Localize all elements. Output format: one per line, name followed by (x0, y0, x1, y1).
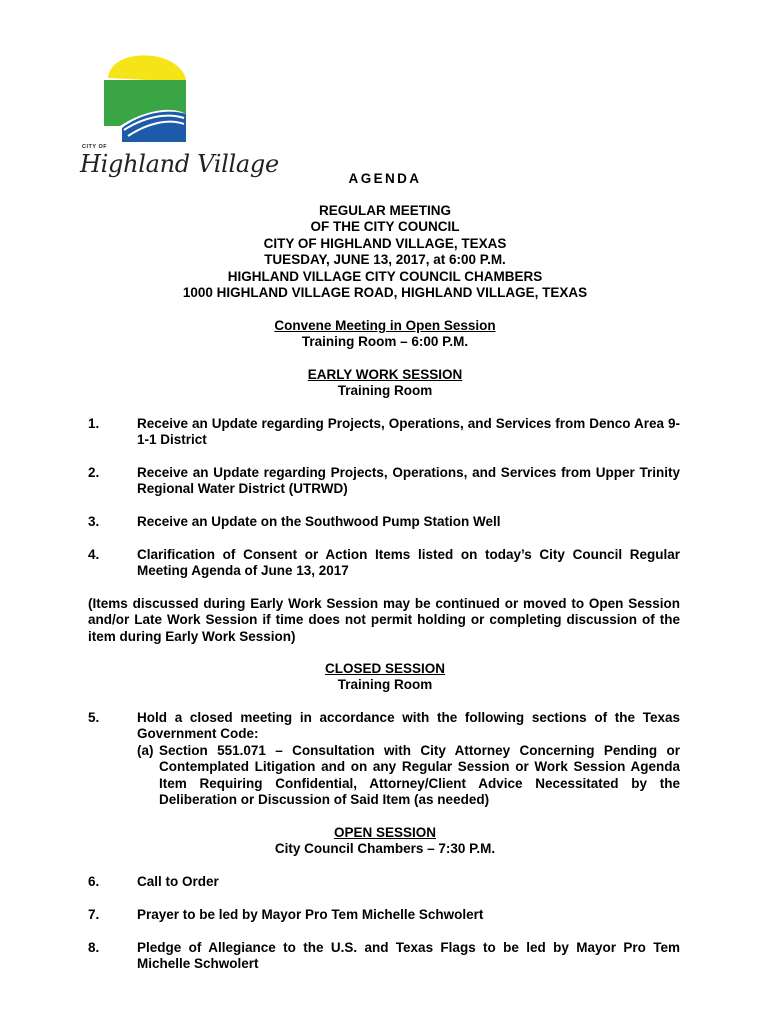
item-number: 1. (88, 416, 100, 431)
header-line: 1000 HIGHLAND VILLAGE ROAD, HIGHLAND VILLAGE, TEXAS (182, 285, 588, 301)
item-text: Pledge of Allegiance to the U.S. and Texas Flags to be led by Mayor Pro Tem Michelle Schwolert (137, 940, 680, 972)
agenda-item-1 (88, 416, 680, 449)
agenda-item-2 (88, 465, 680, 498)
item-text: Call to Order (137, 874, 219, 889)
early-work-section (0, 367, 770, 400)
item-text: Receive an Update regarding Projects, Operations, and Services from Upper Trinity Regional Water District (UTRWD) (137, 465, 680, 497)
item-5-subsection (137, 743, 680, 809)
header-line: CITY OF HIGHLAND VILLAGE, TEXAS (263, 235, 507, 251)
agenda-item-8 (88, 940, 680, 973)
early-work-heading: EARLY WORK SESSION (307, 367, 463, 382)
item-number: 3. (88, 514, 100, 529)
open-session-section (0, 825, 770, 858)
agenda-item-6 (88, 874, 680, 890)
item-number: 6. (88, 874, 100, 889)
item-number: 5. (88, 710, 100, 725)
logo-city-of: CITY OF (82, 144, 108, 150)
header-line: OF THE CITY COUNCIL (310, 219, 460, 235)
closed-session-section (0, 661, 770, 694)
open-session-heading: OPEN SESSION (333, 825, 437, 840)
logo-name: Highland Village (80, 150, 279, 178)
convene-section (0, 318, 770, 351)
sub-label: (a) (137, 742, 154, 758)
early-session-note: (Items discussed during Early Work Session may be continued or moved to Open Session and/or Late Work Session if time does not permit holding or completing discussion of the item during Early Work Session) (88, 596, 680, 644)
agenda-item-3 (88, 514, 680, 530)
item-number: 8. (88, 940, 100, 955)
meeting-header (0, 203, 770, 301)
agenda-title: AGENDA (348, 171, 422, 186)
item-text: Receive an Update regarding Projects, Operations, and Services from Denco Area 9-1-1 District (137, 416, 680, 448)
closed-session-heading: CLOSED SESSION (324, 661, 446, 676)
agenda-item-7 (88, 907, 680, 923)
agenda-item-5 (88, 710, 680, 808)
item-number: 2. (88, 465, 100, 480)
item-text: Hold a closed meeting in accordance with the following sections of the Texas Government Code: (137, 710, 680, 742)
item-text: Receive an Update on the Southwood Pump Station Well (137, 514, 501, 529)
header-line: REGULAR MEETING (318, 203, 451, 218)
item-text: Prayer to be led by Mayor Pro Tem Michelle Schwolert (137, 907, 484, 922)
agenda-item-4 (88, 547, 680, 580)
city-logo (78, 52, 279, 190)
item-text: Clarification of Consent or Action Items listed on today’s City Council Regular Meeting Agenda of June 13, 2017 (137, 547, 680, 579)
item-number: 7. (88, 907, 100, 922)
header-line: TUESDAY, JUNE 13, 2017, at 6:00 P.M. (264, 252, 506, 268)
header-line: HIGHLAND VILLAGE CITY COUNCIL CHAMBERS (227, 268, 543, 284)
early-work-location: Training Room (337, 383, 433, 399)
sub-text: Section 551.071 – Consultation with City Attorney Concerning Pending or Contemplated Litigation and on any Regular Session or Work Session Agenda Item Requiring Confidential, Attorney/Client Advice Necessitated by the Deliberation or Discussion of Said Item (as needed) (159, 742, 680, 808)
convene-heading: Convene Meeting in Open Session (274, 318, 496, 333)
open-session-location: City Council Chambers – 7:30 P.M. (274, 841, 496, 857)
closed-session-location: Training Room (337, 677, 433, 693)
item-number: 4. (88, 547, 100, 562)
logo-graphic-icon (78, 52, 218, 152)
convene-location: Training Room – 6:00 P.M. (301, 334, 469, 350)
